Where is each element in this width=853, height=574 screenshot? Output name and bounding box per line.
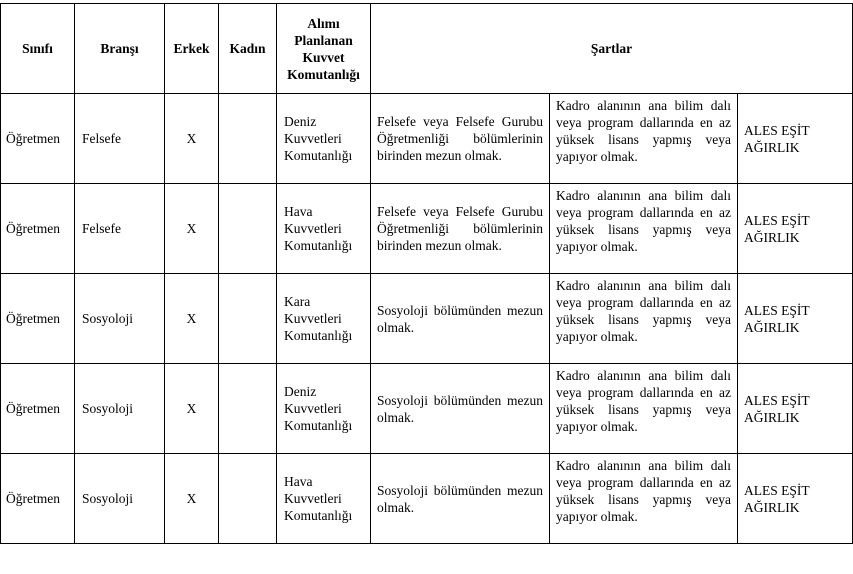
cell-requirement-education: Felsefe veya Felsefe Gurubu Öğretmenliği bölümlerinin birinden mezun olmak. — [371, 94, 550, 184]
cell-komutanlik-line2: Kuvvetleri — [284, 401, 342, 416]
cell-komutanlik-line1: Hava — [284, 474, 313, 489]
cell-sinifi: Öğretmen — [1, 184, 75, 274]
cell-komutanlik-line1: Hava — [284, 204, 313, 219]
table-row — [1, 454, 853, 544]
table-row — [1, 364, 853, 454]
cell-komutanlik-line2: Kuvvetleri — [284, 221, 342, 236]
cell-kadin — [219, 454, 277, 544]
cell-erkek: X — [165, 94, 219, 184]
header-sinifi: Sınıfı — [1, 4, 75, 94]
header-alimi-planlanan — [277, 4, 371, 94]
cell-komutanlik-line3: Komutanlığı — [284, 508, 353, 523]
cell-sinifi: Öğretmen — [1, 94, 75, 184]
cell-requirement-education: Felsefe veya Felsefe Gurubu Öğretmenliği bölümlerinin birinden mezun olmak. — [371, 184, 550, 274]
cell-komutanlik-line3: Komutanlığı — [284, 418, 353, 433]
cell-komutanlik-line1: Deniz — [284, 384, 317, 399]
table-row — [1, 94, 853, 184]
cell-erkek: X — [165, 364, 219, 454]
cell-komutanlik-line3: Komutanlığı — [284, 238, 353, 253]
cell-ales: ALES EŞİT AĞIRLIK — [738, 364, 853, 454]
header-alimi-line1: Alımı — [307, 15, 340, 31]
cell-kadin — [219, 94, 277, 184]
cell-komutanlik-line1: Kara — [284, 294, 311, 309]
cell-komutanlik-line1: Deniz — [284, 114, 317, 129]
cell-kadin — [219, 364, 277, 454]
cell-erkek: X — [165, 274, 219, 364]
cell-sinifi: Öğretmen — [1, 274, 75, 364]
cell-ales: ALES EŞİT AĞIRLIK — [738, 184, 853, 274]
header-alimi-line3: Kuvvet — [302, 49, 345, 65]
cell-komutanlik — [277, 454, 371, 544]
header-sartlar: Şartlar — [371, 4, 853, 94]
table-row — [1, 274, 853, 364]
cell-requirement-masters: Kadro alanının ana bilim dalı veya program dallarında en az yüksek lisans yapmış veya yapıyor olmak. — [550, 94, 738, 184]
cell-komutanlik-line2: Kuvvetleri — [284, 491, 342, 506]
cell-erkek: X — [165, 454, 219, 544]
cell-requirement-education: Sosyoloji bölümünden mezun olmak. — [371, 364, 550, 454]
cell-ales: ALES EŞİT AĞIRLIK — [738, 94, 853, 184]
cell-ales: ALES EŞİT AĞIRLIK — [738, 454, 853, 544]
cell-komutanlik — [277, 184, 371, 274]
cell-requirement-masters: Kadro alanının ana bilim dalı veya program dallarında en az yüksek lisans yapmış veya yapıyor olmak. — [550, 454, 738, 544]
header-alimi-line4: Komutanlığı — [287, 66, 360, 82]
cell-requirement-masters: Kadro alanının ana bilim dalı veya program dallarında en az yüksek lisans yapmış veya yapıyor olmak. — [550, 184, 738, 274]
cell-komutanlik — [277, 274, 371, 364]
cell-komutanlik-line3: Komutanlığı — [284, 328, 353, 343]
header-erkek: Erkek — [165, 4, 219, 94]
cell-kadin — [219, 184, 277, 274]
cell-komutanlik — [277, 364, 371, 454]
table-row — [1, 184, 853, 274]
cell-bransi: Felsefe — [75, 184, 165, 274]
table-header-row — [1, 4, 853, 94]
cell-requirement-education: Sosyoloji bölümünden mezun olmak. — [371, 454, 550, 544]
cell-kadin — [219, 274, 277, 364]
cell-requirement-education: Sosyoloji bölümünden mezun olmak. — [371, 274, 550, 364]
cell-bransi: Felsefe — [75, 94, 165, 184]
header-alimi-line2: Planlanan — [294, 32, 353, 48]
header-kadin: Kadın — [219, 4, 277, 94]
cell-requirement-masters: Kadro alanının ana bilim dalı veya program dallarında en az yüksek lisans yapmış veya yapıyor olmak. — [550, 364, 738, 454]
cell-sinifi: Öğretmen — [1, 364, 75, 454]
cell-requirement-masters: Kadro alanının ana bilim dalı veya program dallarında en az yüksek lisans yapmış veya yapıyor olmak. — [550, 274, 738, 364]
cell-bransi: Sosyoloji — [75, 454, 165, 544]
cell-komutanlik-line2: Kuvvetleri — [284, 131, 342, 146]
requirements-table — [0, 3, 853, 544]
header-bransi: Branşı — [75, 4, 165, 94]
cell-komutanlik-line2: Kuvvetleri — [284, 311, 342, 326]
cell-sinifi: Öğretmen — [1, 454, 75, 544]
cell-komutanlik-line3: Komutanlığı — [284, 148, 353, 163]
cell-bransi: Sosyoloji — [75, 364, 165, 454]
cell-ales: ALES EŞİT AĞIRLIK — [738, 274, 853, 364]
cell-erkek: X — [165, 184, 219, 274]
cell-bransi: Sosyoloji — [75, 274, 165, 364]
cell-komutanlik — [277, 94, 371, 184]
